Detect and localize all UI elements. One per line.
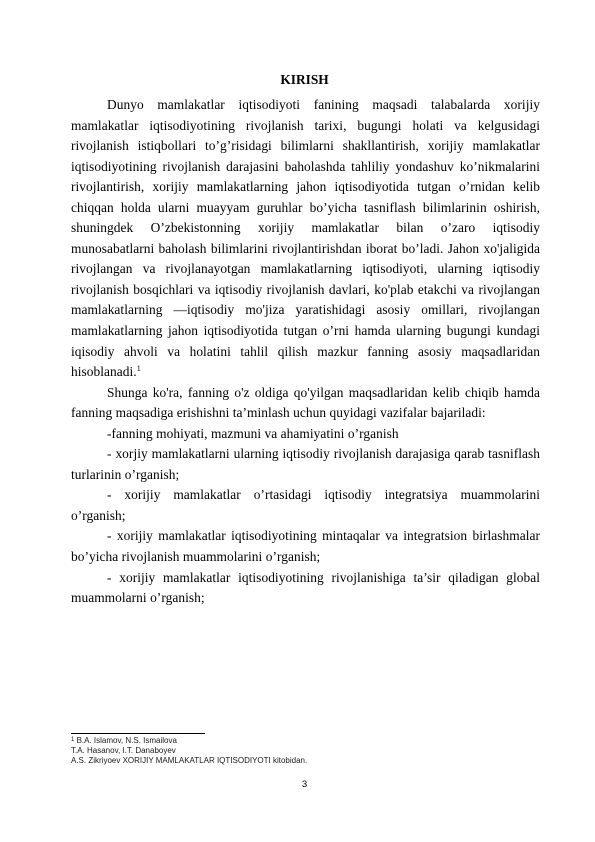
list-item-text: - xorijiy mamlakatlar iqtisodiyotining rivojlanishiga ta’sir qiladigan global muammolarni o’rganish; bbox=[71, 569, 540, 606]
paragraph-text: Dunyo mamlakatlar iqtisodiyoti fanining maqsadi talabalarda xorijiy mamlakatlar iqtisodiyotining rivojlanish tarixi, bugungi holati va kelgusidagi rivojlanish istiqbollari to’g’risidagi bilimlarni shakllantirish, xorijiy mamlakatlar iqtisodiyotining rivojlanish darajasini baholashda tahliliy yondashuv ko’nikmalarini rivojlantirish, xorijiy mamlakatlarning jahon iqtisodiyotida tutgan o’rnidan kelib chiqqan holda ularni muayyam guruhlar bo’yicha tasniflash bilimlarinin oshirish, shuningdek O’zbekistonning xorijiy mamlakatlar bilan o’zaro iqtisodiy munosabatlarni baholash bilimlarini rivojlantirishdan iborat bo’ladi. Jahon xo'jaligida rivojlangan va rivojlanayotgan mamlakatlarning iqtisodiyoti, ularning iqtisodiy rivojlanish bosqichlari va iqtisodiy rivojlanish davlari, ko'plab etakchi va rivojlangan mamlakatlarning ―iqtisodiy mo'jiza yaratishidagi asosiy omillari, rivojlangan mamlakatlarning jahon iqtisodiyotida tutgan o’rni hamda ularning bugungi kundagi iqisodiy ahvoli va holatini tahlil qilish mazkur fanning asosiy maqsadlaridan hisoblanadi. bbox=[71, 97, 540, 380]
list-item bbox=[71, 526, 540, 567]
paragraph-text: Shunga ko'ra, fanning o'z oldiga qo'yilgan maqsadlaridan kelib chiqib hamda fanning maqsadiga erishishni ta’minlash uchun quyidagi vazifalar bajariladi: bbox=[71, 384, 540, 421]
list-item-text: - xorijiy mamlakatlar o’rtasidagi iqtisodiy integratsiya muammolarini o’rganish; bbox=[71, 487, 540, 523]
footnote-reference[interactable]: 1 bbox=[136, 364, 141, 374]
footnote-text: B.A. Islamov, N.S. Ismailova bbox=[74, 736, 177, 745]
list-item-text: -fanning mohiyati, mazmuni va ahamiyatini o’rganish bbox=[107, 425, 399, 441]
footnote-divider bbox=[71, 733, 205, 734]
paragraph-intro bbox=[71, 95, 540, 383]
page-title: KIRISH bbox=[280, 72, 329, 87]
list-item bbox=[71, 485, 540, 526]
footnote-mark: 1 bbox=[71, 737, 75, 743]
paragraph-tasks-lead bbox=[71, 383, 540, 424]
footnotes bbox=[71, 733, 540, 767]
footnote-line bbox=[71, 756, 540, 766]
page-number: 3 bbox=[301, 779, 308, 790]
list-item bbox=[71, 568, 540, 609]
document-body bbox=[71, 95, 540, 609]
footnote-line bbox=[71, 736, 540, 746]
list-item-text: - xorjiy mamlakatlarni ularning iqtisodiy rivojlanish darajasiga qarab tasniflash turlarinin o’rganish; bbox=[71, 446, 540, 482]
footnote-text: A.S. Zikriyoev XORIJIY MAMLAKATLAR IQTISODIYOTI kitobidan. bbox=[71, 756, 308, 766]
list-item-text: - xorijiy mamlakatlar iqtisodiyotining mintaqalar va integratsion birlashmalar bo’yicha rivojlanish muammolarini o’rganish; bbox=[71, 528, 540, 565]
list-item bbox=[71, 444, 540, 485]
footnote-line bbox=[71, 746, 540, 756]
list-item bbox=[71, 424, 540, 445]
footnote-text: T.A. Hasanov, I.T. Danaboyev bbox=[71, 746, 176, 756]
